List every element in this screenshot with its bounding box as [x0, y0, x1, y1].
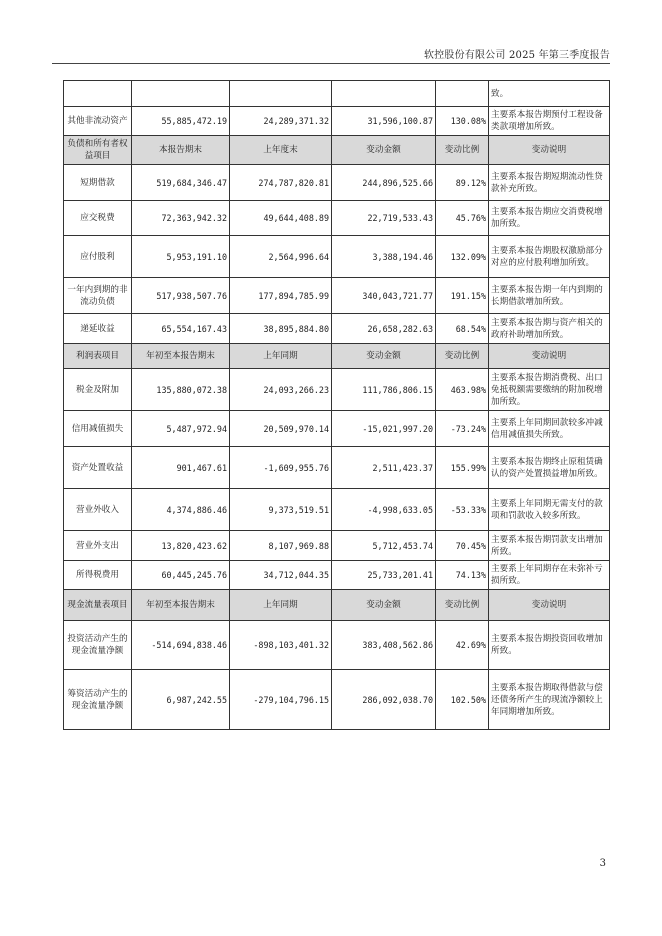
- current-value-cell: 4,374,886.46: [132, 489, 230, 531]
- current-value-cell: 517,938,507.76: [132, 278, 230, 314]
- prior-value-cell: 177,894,785.99: [230, 278, 332, 314]
- change-amount-cell: [332, 81, 436, 107]
- column-header: 年初至本报告期末: [132, 590, 230, 621]
- table-row: [64, 447, 610, 489]
- prior-value-cell: 38,895,884.80: [230, 314, 332, 344]
- prior-value-cell: -1,609,955.76: [230, 447, 332, 489]
- change-note-cell: 主要系本报告期消费税、出口免抵税额需要缴纳的附加税增加所致。: [489, 369, 610, 411]
- current-value-cell: 519,684,346.47: [132, 165, 230, 201]
- change-ratio-cell: 132.09%: [436, 236, 489, 278]
- prior-value-cell: -898,103,401.32: [230, 621, 332, 670]
- column-header: 变动比例: [436, 344, 489, 369]
- table-row: [64, 621, 610, 670]
- column-header: 年初至本报告期末: [132, 344, 230, 369]
- current-value-cell: 135,880,072.38: [132, 369, 230, 411]
- prior-value-cell: 2,564,996.64: [230, 236, 332, 278]
- column-header: 利润表项目: [64, 344, 132, 369]
- change-ratio-cell: 74.13%: [436, 561, 489, 590]
- change-note-cell: 主要系本报告期终止原租赁确认的资产处置损益增加所致。: [489, 447, 610, 489]
- change-note-cell: 主要系上年同期回款较多冲减信用减值损失所致。: [489, 411, 610, 447]
- page-header-title: 软控股份有限公司 2025 年第三季度报告: [423, 50, 610, 61]
- current-value-cell: 5,953,191.10: [132, 236, 230, 278]
- column-header: 变动金额: [332, 136, 436, 165]
- item-name-cell: 应付股利: [64, 236, 132, 278]
- item-name-cell: 资产处置收益: [64, 447, 132, 489]
- change-ratio-cell: 42.69%: [436, 621, 489, 670]
- item-name-cell: 筹资活动产生的现金流量净额: [64, 670, 132, 730]
- item-name-cell: 所得税费用: [64, 561, 132, 590]
- current-value-cell: 60,445,245.76: [132, 561, 230, 590]
- change-amount-cell: 25,733,201.41: [332, 561, 436, 590]
- prior-value-cell: 24,093,266.23: [230, 369, 332, 411]
- table-row: [64, 278, 610, 314]
- prior-value-cell: 274,787,820.81: [230, 165, 332, 201]
- change-ratio-cell: [436, 81, 489, 107]
- column-header: 变动比例: [436, 590, 489, 621]
- current-value-cell: -514,694,838.46: [132, 621, 230, 670]
- current-value-cell: 13,820,423.62: [132, 531, 230, 561]
- item-name-cell: 信用减值损失: [64, 411, 132, 447]
- table-row: [64, 489, 610, 531]
- column-header: 上年同期: [230, 590, 332, 621]
- change-ratio-cell: 68.54%: [436, 314, 489, 344]
- change-amount-cell: 2,511,423.37: [332, 447, 436, 489]
- page-number: 3: [599, 858, 606, 869]
- item-name-cell: [64, 81, 132, 107]
- prior-value-cell: 8,107,969.88: [230, 531, 332, 561]
- change-ratio-cell: 102.50%: [436, 670, 489, 730]
- change-note-cell: 主要系本报告期股权激励部分对应的应付股利增加所致。: [489, 236, 610, 278]
- column-header: 变动说明: [489, 590, 610, 621]
- table-row: [64, 561, 610, 590]
- item-name-cell: 营业外收入: [64, 489, 132, 531]
- column-header: 负债和所有者权益项目: [64, 136, 132, 165]
- change-ratio-cell: -53.33%: [436, 489, 489, 531]
- section-header-row: [64, 136, 610, 165]
- change-amount-cell: 286,092,038.70: [332, 670, 436, 730]
- table-row: [64, 107, 610, 136]
- change-amount-cell: 3,388,194.46: [332, 236, 436, 278]
- change-ratio-cell: 463.98%: [436, 369, 489, 411]
- item-name-cell: 投资活动产生的现金流量净额: [64, 621, 132, 670]
- change-note-cell: 主要系本报告期应交消费税增加所致。: [489, 201, 610, 236]
- change-ratio-cell: 155.99%: [436, 447, 489, 489]
- table-row: [64, 81, 610, 107]
- change-note-cell: 主要系本报告期预付工程设备类款项增加所致。: [489, 107, 610, 136]
- change-ratio-cell: 191.15%: [436, 278, 489, 314]
- column-header: 变动说明: [489, 136, 610, 165]
- change-ratio-cell: 89.12%: [436, 165, 489, 201]
- column-header: 变动说明: [489, 344, 610, 369]
- current-value-cell: 5,487,972.94: [132, 411, 230, 447]
- change-amount-cell: 244,896,525.66: [332, 165, 436, 201]
- table-row: [64, 369, 610, 411]
- prior-value-cell: -279,104,796.15: [230, 670, 332, 730]
- change-amount-cell: 5,712,453.74: [332, 531, 436, 561]
- current-value-cell: [132, 81, 230, 107]
- change-note-cell: 主要系本报告期投资回收增加所致。: [489, 621, 610, 670]
- change-ratio-cell: 45.76%: [436, 201, 489, 236]
- item-name-cell: 其他非流动资产: [64, 107, 132, 136]
- current-value-cell: 72,363,942.32: [132, 201, 230, 236]
- prior-value-cell: 24,289,371.32: [230, 107, 332, 136]
- table-row: [64, 670, 610, 730]
- column-header: 现金流量表项目: [64, 590, 132, 621]
- current-value-cell: 65,554,167.43: [132, 314, 230, 344]
- item-name-cell: 递延收益: [64, 314, 132, 344]
- prior-value-cell: 34,712,044.35: [230, 561, 332, 590]
- prior-value-cell: 49,644,408.89: [230, 201, 332, 236]
- change-ratio-cell: 130.08%: [436, 107, 489, 136]
- table-body: [64, 81, 610, 730]
- change-amount-cell: 26,658,282.63: [332, 314, 436, 344]
- column-header: 变动比例: [436, 136, 489, 165]
- change-note-cell: 主要系本报告期一年内到期的长期借款增加所致。: [489, 278, 610, 314]
- change-note-cell: 致。: [489, 81, 610, 107]
- change-amount-cell: 340,043,721.77: [332, 278, 436, 314]
- column-header: 上年度末: [230, 136, 332, 165]
- column-header: 变动金额: [332, 590, 436, 621]
- section-header-row: [64, 590, 610, 621]
- change-amount-cell: 111,786,806.15: [332, 369, 436, 411]
- column-header: 变动金额: [332, 344, 436, 369]
- financial-change-table: [63, 80, 610, 730]
- change-note-cell: 主要系本报告期罚款支出增加所致。: [489, 531, 610, 561]
- current-value-cell: 901,467.61: [132, 447, 230, 489]
- item-name-cell: 一年内到期的非流动负债: [64, 278, 132, 314]
- current-value-cell: 55,885,472.19: [132, 107, 230, 136]
- table-row: [64, 165, 610, 201]
- item-name-cell: 应交税费: [64, 201, 132, 236]
- table-row: [64, 314, 610, 344]
- item-name-cell: 短期借款: [64, 165, 132, 201]
- change-ratio-cell: -73.24%: [436, 411, 489, 447]
- column-header: 上年同期: [230, 344, 332, 369]
- change-amount-cell: 383,408,562.86: [332, 621, 436, 670]
- section-header-row: [64, 344, 610, 369]
- change-amount-cell: 31,596,100.87: [332, 107, 436, 136]
- table-row: [64, 201, 610, 236]
- current-value-cell: 6,987,242.55: [132, 670, 230, 730]
- change-note-cell: 主要系上年同期无需支付的款项和罚款收入较多所致。: [489, 489, 610, 531]
- prior-value-cell: [230, 81, 332, 107]
- column-header: 本报告期末: [132, 136, 230, 165]
- table-row: [64, 531, 610, 561]
- change-amount-cell: -4,998,633.05: [332, 489, 436, 531]
- change-note-cell: 主要系本报告期与资产相关的政府补助增加所致。: [489, 314, 610, 344]
- change-note-cell: 主要系上年同期存在未弥补亏损所致。: [489, 561, 610, 590]
- change-note-cell: 主要系本报告期取得借款与偿还债务所产生的现流净额较上年同期增加所致。: [489, 670, 610, 730]
- item-name-cell: 营业外支出: [64, 531, 132, 561]
- prior-value-cell: 9,373,519.51: [230, 489, 332, 531]
- header-divider: [52, 63, 610, 64]
- change-amount-cell: 22,719,533.43: [332, 201, 436, 236]
- table-row: [64, 236, 610, 278]
- change-note-cell: 主要系本报告期短期流动性贷款补充所致。: [489, 165, 610, 201]
- change-ratio-cell: 70.45%: [436, 531, 489, 561]
- item-name-cell: 税金及附加: [64, 369, 132, 411]
- prior-value-cell: 20,509,970.14: [230, 411, 332, 447]
- table-row: [64, 411, 610, 447]
- change-amount-cell: -15,021,997.20: [332, 411, 436, 447]
